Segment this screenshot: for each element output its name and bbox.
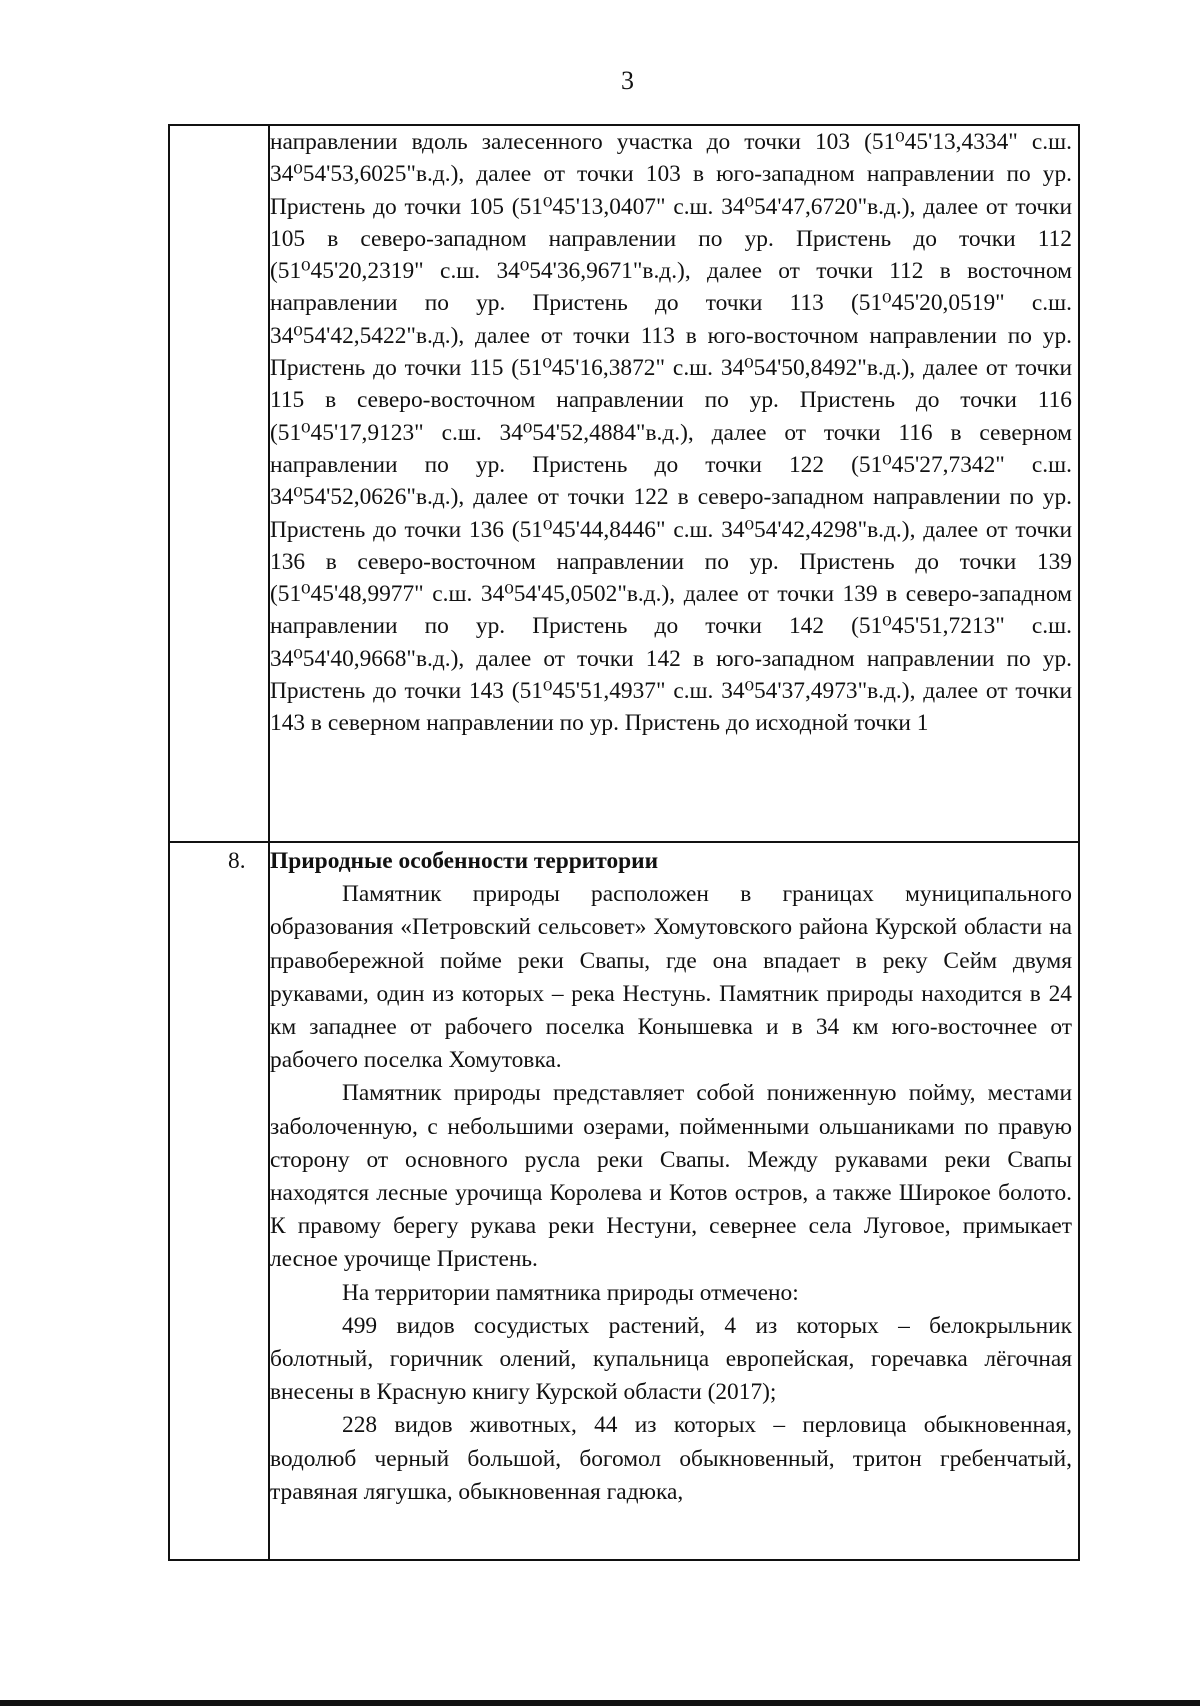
boundary-description-cell — [270, 126, 1072, 740]
row-number: 8. — [228, 848, 246, 874]
paragraph-recorded-intro: На территории памятника природы отмечено: — [342, 1279, 799, 1306]
document-table — [168, 124, 1080, 1561]
row-divider — [170, 841, 1078, 843]
paragraph-plants: 499 видов сосудистых растений, 4 из которых – белокрыльник болотный, горичник олений, купальница европейская, горечавка лёгочная внесены в Красную книгу Курской области (2017); — [270, 1312, 1072, 1406]
paragraph-landscape: Памятник природы представляет собой пониженную пойму, местами заболоченную, с небольшими озерами, пойменными ольшаниками по правую сторону от основного русла реки Свапы. Между рукавами реки Свапы находятся лесные урочища Королева и Котов остров, а также Широкое болото. К правому берегу рукава реки Нестуни, севернее села Луговое, примыкает лесное урочище Пристень. — [270, 1080, 1072, 1273]
paragraph-location: Памятник природы расположен в границах муниципального образования «Петровский сельсовет» Хомутовского района Курской области на правобережной пойме реки Свапы, где она впадает в реку Сейм двумя рукавами, один из которых – река Нестунь. Памятник природы находится в 24 км западнее от рабочего поселка Конышевка и в 34 км юго-восточнее от рабочего поселка Хомутовка. — [270, 881, 1072, 1074]
paragraph-animals: 228 видов животных, 44 из которых – перловица обыкновенная, водолюб черный большой, богомол обыкновенный, тритон гребенчатый, травяная лягушка, обыкновенная гадюка, — [270, 1412, 1072, 1505]
scan-bottom-edge — [0, 1700, 1200, 1706]
natural-features-cell — [270, 845, 1072, 1509]
boundary-description-text: направлении вдоль залесенного участка до точки 103 (51⁰45'13,4334" с.ш. 34⁰54'53,6025"в.д.), далее от точки 103 в юго-западном направлении по ур. Пристень до точки 105 (51⁰45'13,0407" с.ш. 34⁰54'47,6720"в.д.), далее от точки 105 в северо-западном направлении по ур. Пристень до точки 112 (51⁰45'20,2319" с.ш. 34⁰54'36,9671"в.д.), далее от точки 112 в восточном направлении по ур. Пристень до точки 113 (51⁰45'20,0519" с.ш. 34⁰54'42,5422"в.д.), далее от точки 113 в юго-восточном направлении по ур. Пристень до точки 115 (51⁰45'16,3872" с.ш. 34⁰54'50,8492"в.д.), далее от точки 115 в северо-восточном направлении по ур. Пристень до точки 116 (51⁰45'17,9123" с.ш. 34⁰54'52,4884"в.д.), далее от точки 116 в северном направлении по ур. Пристень до точки 122 (51⁰45'27,7342" с.ш. 34⁰54'52,0626"в.д.), далее от точки 122 в северо-западном направлении по ур. Пристень до точки 136 (51⁰45'44,8446" с.ш. 34⁰54'42,4298"в.д.), далее от точки 136 в северо-восточном направлении по ур. Пристень до точки 139 (51⁰45'48,9977" с.ш. 34⁰54'45,0502"в.д.), далее от точки 139 в северо-западном направлении по ур. Пристень до точки 142 (51⁰45'51,7213" с.ш. 34⁰54'40,9668"в.д.), далее от точки 142 в юго-западном направлении по ур. Пристень до точки 143 (51⁰45'51,4937" с.ш. 34⁰54'37,4973"в.д.), далее от точки 143 в северном направлении по ур. Пристень до исходной точки 1 — [270, 129, 1072, 737]
page-number: 3 — [621, 66, 634, 95]
section-title: Природные особенности территории — [270, 848, 659, 874]
